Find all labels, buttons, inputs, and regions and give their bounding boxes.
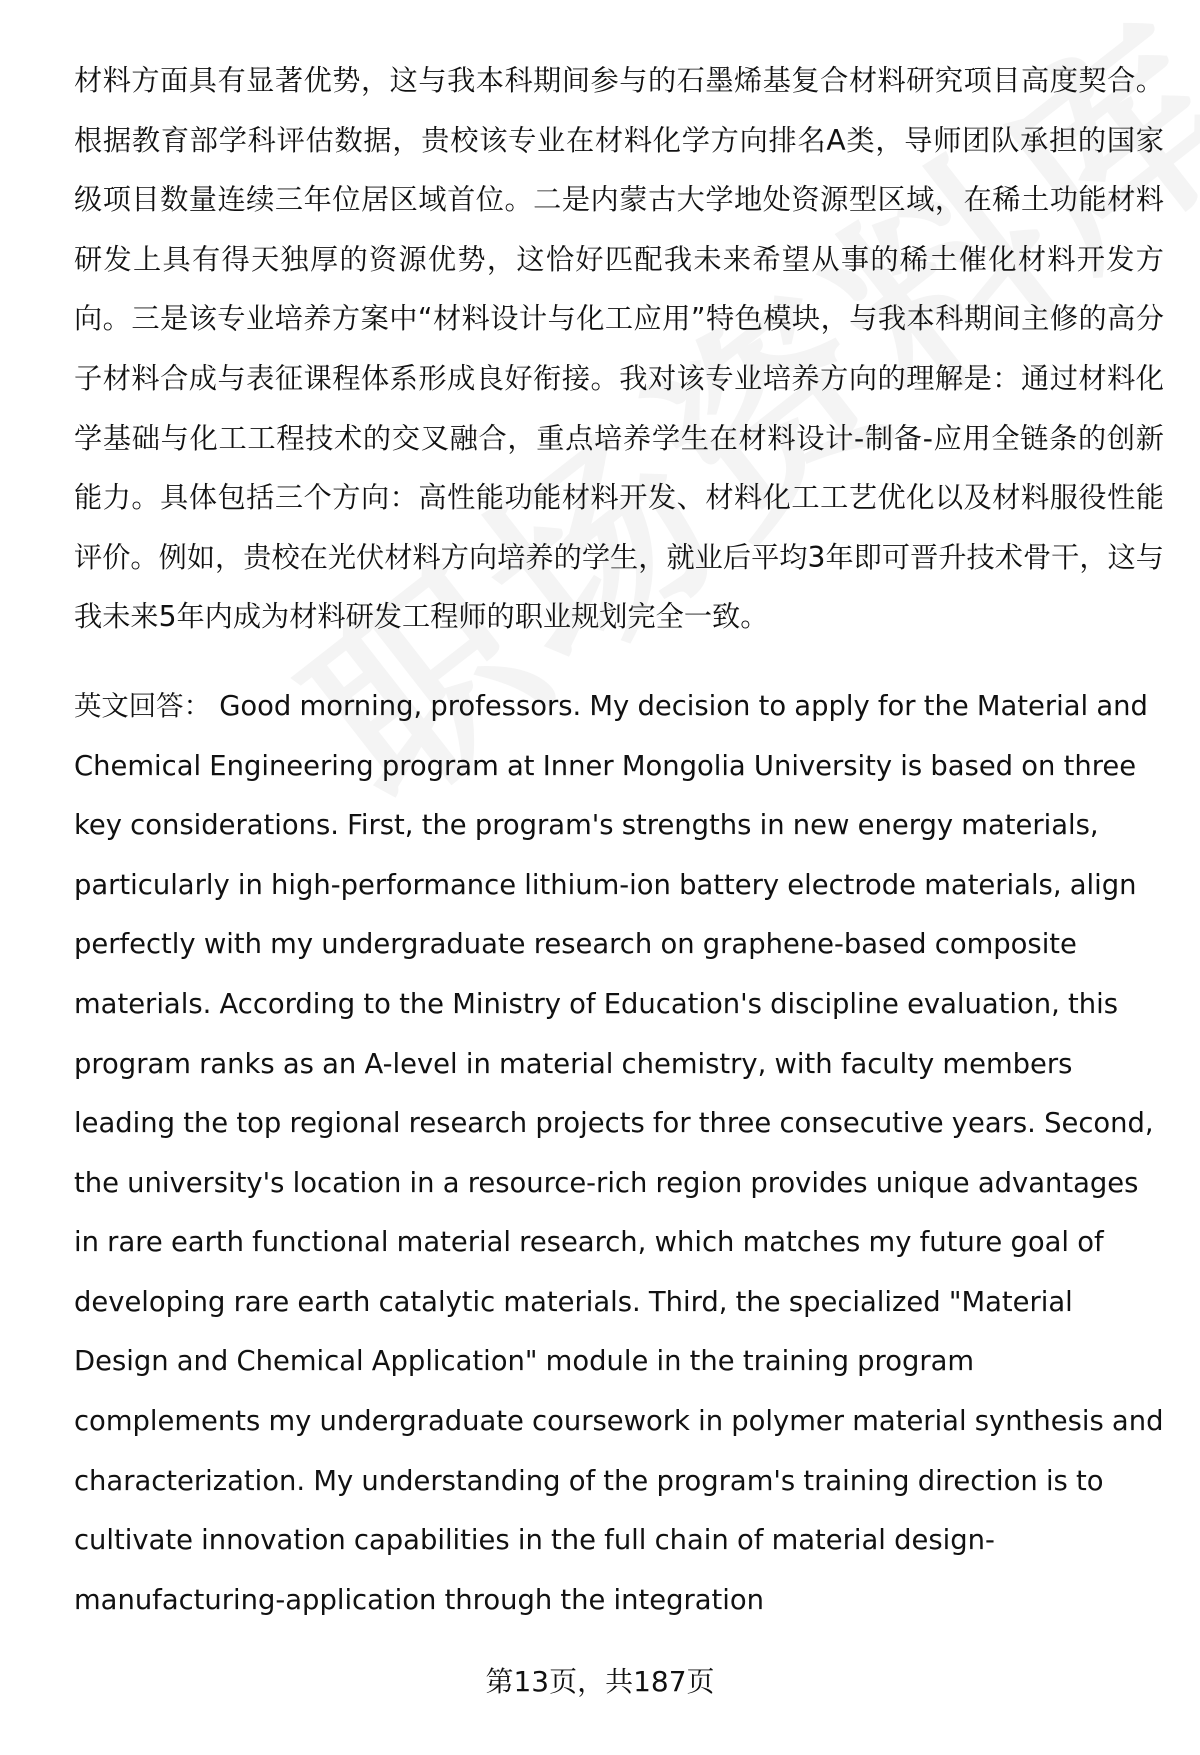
document-body [74, 51, 1164, 1630]
english-answer-paragraph [74, 677, 1164, 1631]
page-number-footer: 第13页，共187页 [485, 1665, 715, 1698]
english-answer-text: Good morning, professors. My decision to apply for the Material and Chemical Engineering program at Inner Mongolia University is based on three key considerations. First, the program's strengths in new energy materials, particularly in high-performance lithium-ion battery electrode materials, align perfectly with my undergraduate research on graphene-based composite materials. According to the Ministry of Education's discipline evaluation, this program ranks as an A-level in material chemistry, with faculty members leading the top regional research projects for three consecutive years. Second, the university's location in a resource-rich region provides unique advantages in rare earth functional material research, which matches my future goal of developing rare earth catalytic materials. Third, the specialized "Material Design and Chemical Application" module in the training program complements my undergraduate coursework in polymer material synthesis and characterization. My understanding of the program's training direction is to cultivate innovation capabilities in the full chain of material design-manufacturing-application through the integration [74, 690, 1164, 1616]
chinese-answer-paragraph: 材料方面具有显著优势，这与我本科期间参与的石墨烯基复合材料研究项目高度契合。根据教育部学科评估数据，贵校该专业在材料化学方向排名A类，导师团队承担的国家级项目数量连续三年位居区域首位。二是内蒙古大学地处资源型区域，在稀土功能材料研发上具有得天独厚的资源优势，这恰好匹配我未来希望从事的稀土催化材料开发方向。三是该专业培养方案中“材料设计与化工应用”特色模块，与我本科期间主修的高分子材料合成与表征课程体系形成良好衔接。我对该专业培养方向的理解是：通过材料化学基础与化工工程技术的交叉融合，重点培养学生在材料设计-制备-应用全链条的创新能力。具体包括三个方向：高性能功能材料开发、材料化工工艺优化以及材料服役性能评价。例如，贵校在光伏材料方向培养的学生，就业后平均3年即可晋升技术骨干，这与我未来5年内成为材料研发工程师的职业规划完全一致。 [74, 64, 1164, 634]
english-answer-label: 英文回答： [74, 690, 211, 722]
